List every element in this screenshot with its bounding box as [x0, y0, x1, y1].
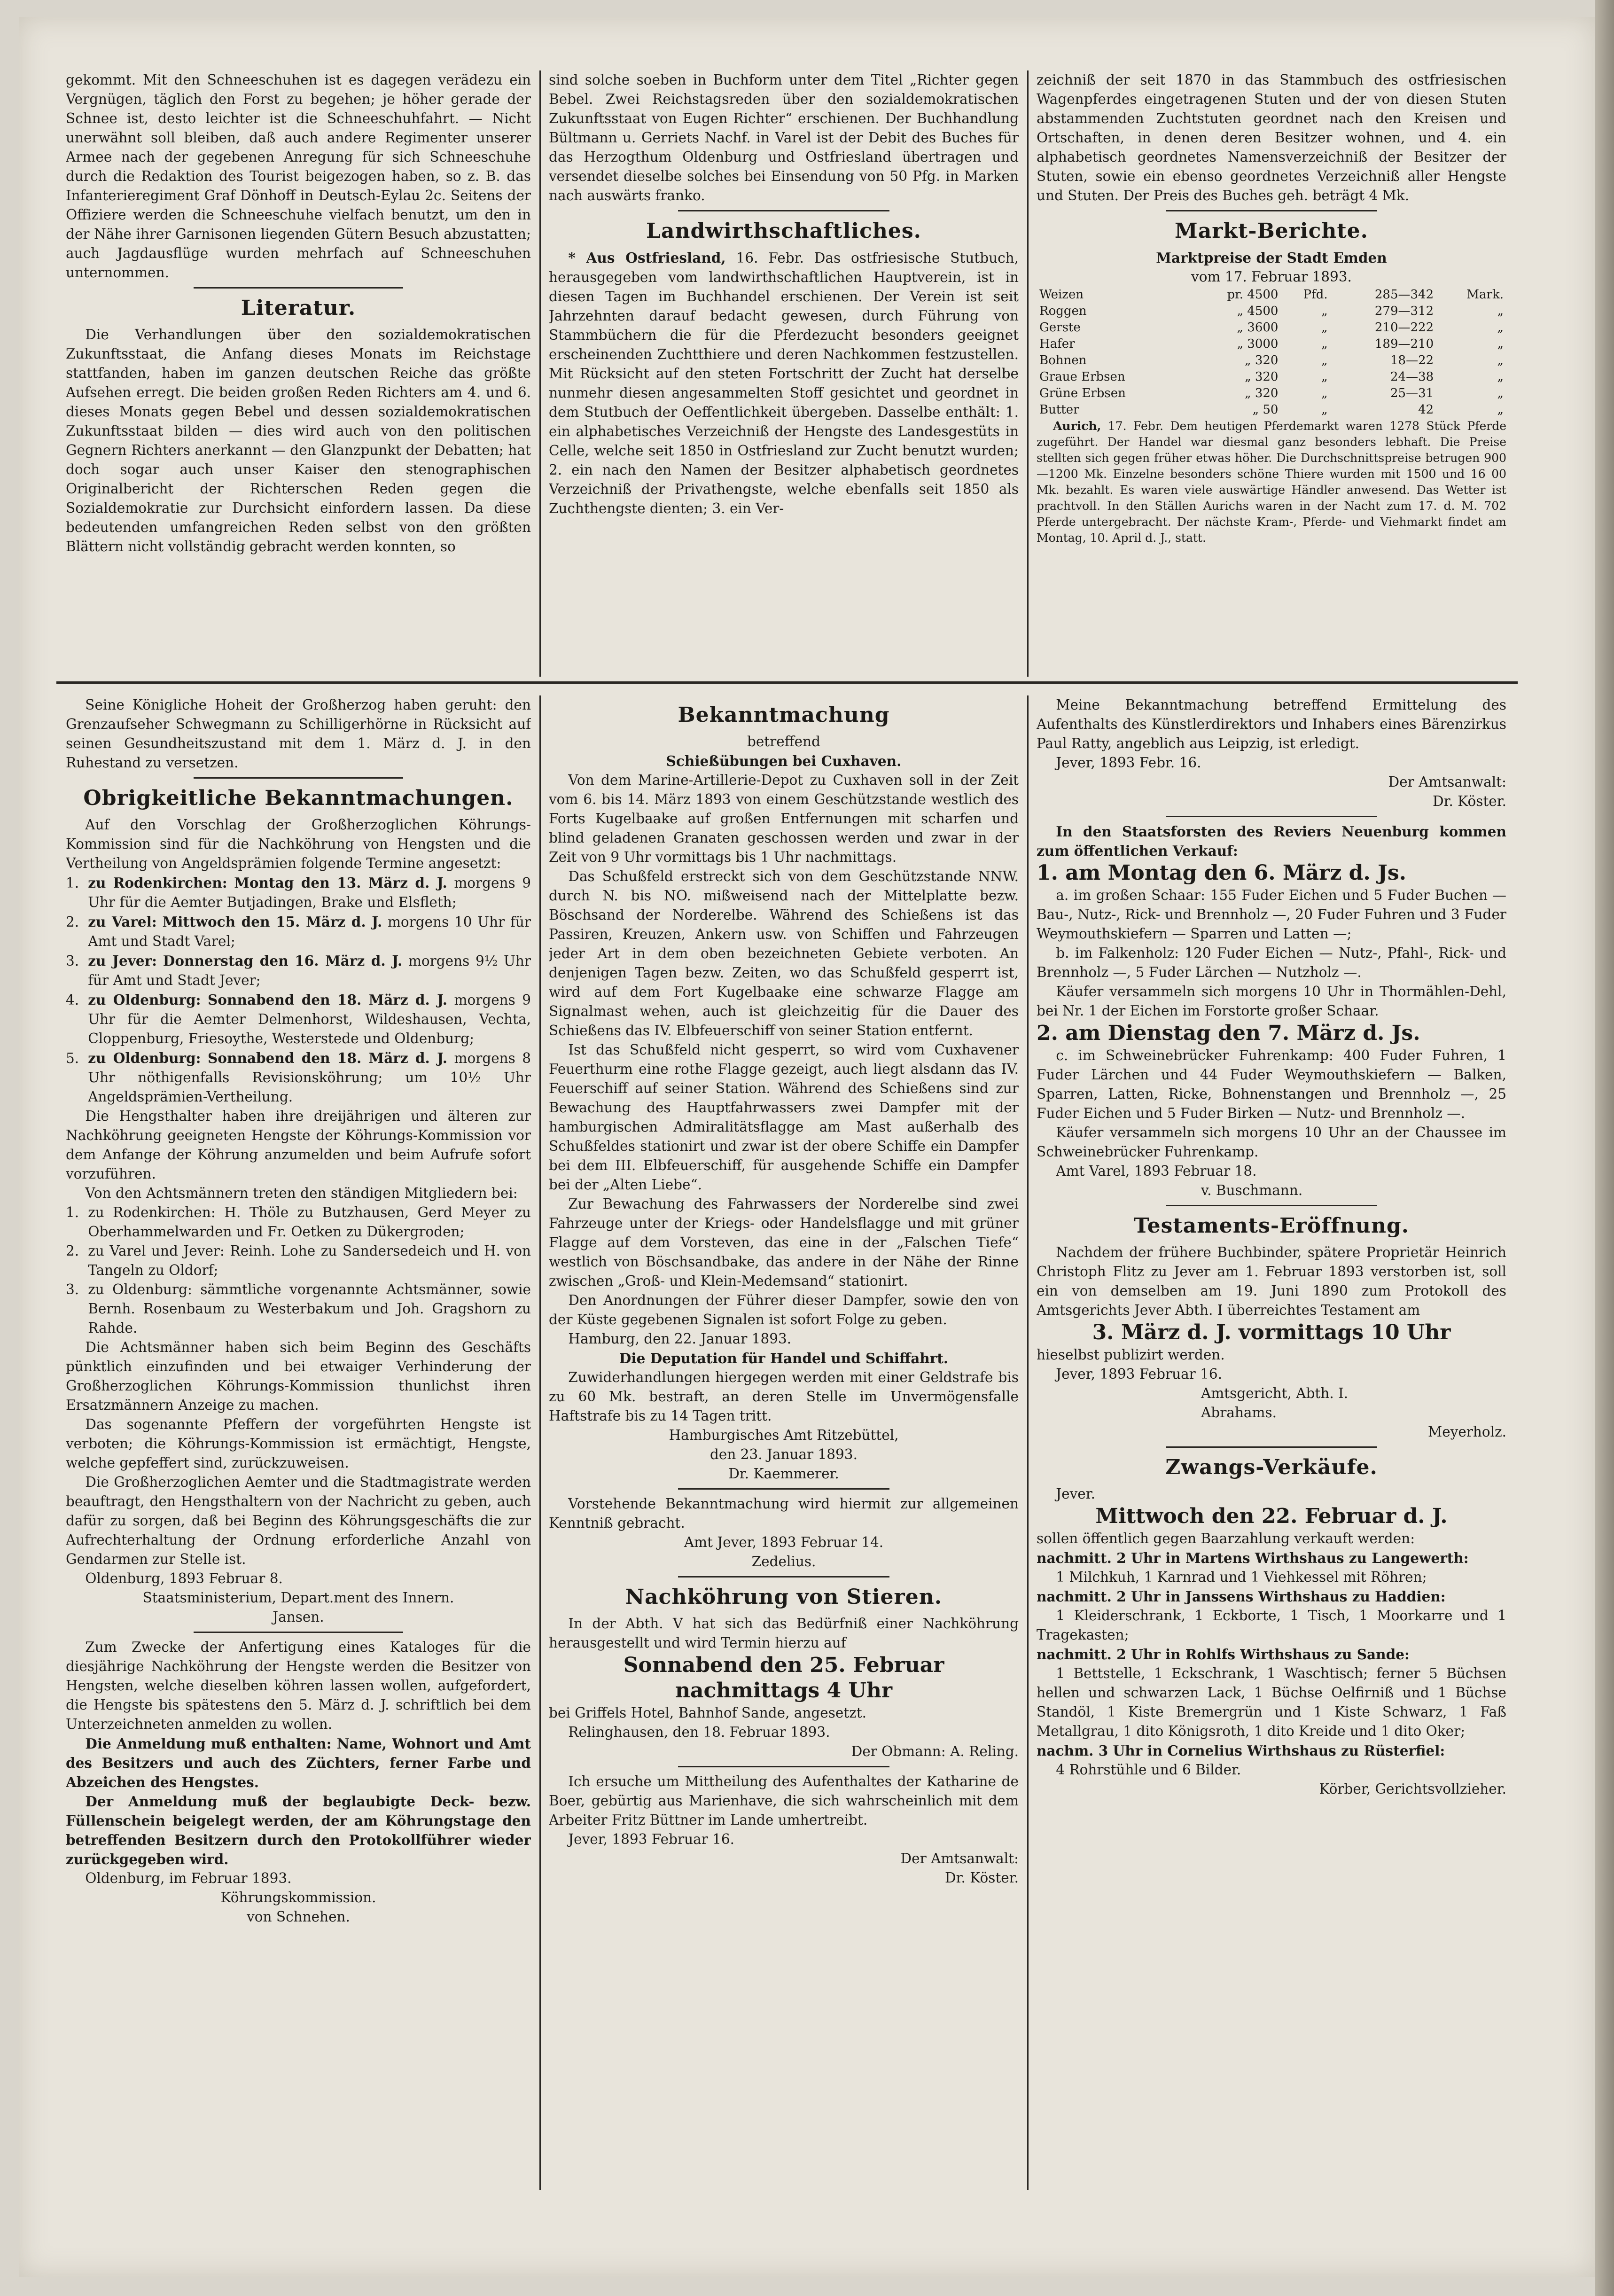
price-cell-unit: Pfd.	[1303, 288, 1328, 302]
forst-heading: In den Staatsforsten des Reviers Neuenburg kommen zum öffentlichen Verkauf:	[1037, 823, 1506, 859]
test-paragraph: Nachdem der frühere Buchbinder, spätere Proprietär Heinrich Christoph Flitz zu Jever am 1. Februar 1893 verstorben ist, soll ein von demselben am 19. Juni 1890 zum Protokoll des Amtsgerichts Jever Abth. I überreichtes Testament am	[1037, 1244, 1506, 1318]
bek-paragraph: Ist das Schußfeld nicht gesperrt, so wird vom Cuxhavener Feuerthurm eine rothe Flagge gezeigt, auch liegt alsdann das IV. Feuerschiff auf seiner Station. Während des Schießens sind zur Bewachung des Hauptfahrwassers zwei Dampfer mit der hamburgischen Admiralitätsflagge am Mast außerhalb des Schußfeldes stationirt und zwar ist der obere Schiffe ein Dampfer bei dem III. Elbfeuerschiff, für ausgehende Schiffe ein Dampfer bei der „Alten Liebe“.	[549, 1042, 1019, 1193]
auction-goods: 1 Kleiderschrank, 1 Eckborte, 1 Tisch, 1 Moorkarre und 1 Tragekasten;	[1037, 1608, 1506, 1643]
signature: Die Deputation für Handel und Schiffahrt.	[619, 1350, 949, 1367]
signature: Körber, Gerichtsvollzieher.	[1319, 1781, 1506, 1797]
divider	[1166, 1205, 1377, 1206]
termin-n: 1.	[66, 875, 79, 891]
price-cell-name: Grüne Erbsen	[1039, 386, 1126, 400]
page-edge	[1595, 0, 1614, 2296]
top-column-2	[549, 70, 1019, 679]
price-cell-price: 279—312	[1374, 304, 1434, 318]
auction-time: nachmitt. 2 Uhr in Martens Wirthshaus zu Langewerth:	[1037, 1550, 1469, 1566]
termin-n: 4.	[66, 992, 79, 1008]
place-date: Oldenburg, im Februar 1893.	[85, 1870, 292, 1886]
signature: Dr. Köster.	[945, 1870, 1019, 1886]
place-date: Amt Varel, 1893 Februar 18.	[1056, 1163, 1257, 1179]
auction-time: nachmitt. 2 Uhr in Janssens Wirthshaus zu Haddien:	[1037, 1588, 1446, 1605]
meine-paragraph: Meine Bekanntmachung betreffend Ermittelung des Aufenthalts des Künstlerdirektors und Inhabers eines Bärenzirkus Paul Ratty, angeblich aus Leipzig, ist erledigt.	[1037, 697, 1506, 751]
subheading: betreffend	[747, 734, 821, 750]
price-cell-cur: „	[1497, 370, 1504, 384]
sale-date: 2. am Dienstag den 7. März d. Js.	[1037, 1021, 1420, 1045]
price-row	[1037, 369, 1506, 385]
price-row	[1037, 336, 1506, 352]
price-row	[1037, 320, 1506, 336]
place-date: Jever, 1893 Febr. 16.	[1056, 755, 1201, 771]
termin-date: Sonnabend den 18. März d. J.	[208, 1050, 448, 1066]
place-date: Relinghausen, den 18. Februar 1893.	[568, 1724, 830, 1740]
price-cell-qty: pr. 4500	[1227, 288, 1279, 302]
signature: Jansen.	[273, 1609, 324, 1625]
column-rule	[1027, 70, 1029, 677]
column-rule	[539, 695, 541, 2190]
auction-goods: 1 Bettstelle, 1 Eckschrank, 1 Waschtisch; ferner 5 Büchsen hellen und schwarzen Lack, 1 Büchse Oelfirniß und 1 Büchse Standöl, 1 Kiste Bremergrün und 1 Kiste Schwarz, 1 Faß Metallgrau, 1 dito Königsroth, 1 dito Kreide und 1 dito Oker;	[1037, 1665, 1506, 1739]
termin-date: Montag den 13. März d. J.	[234, 875, 447, 891]
price-row	[1037, 385, 1506, 402]
market-date: vom 17. Februar 1893.	[1191, 269, 1352, 285]
column-rule	[1027, 695, 1029, 2190]
price-cell-price: 25—31	[1390, 386, 1434, 400]
katalog-paragraph: Der Anmeldung muß der beglaubigte Deck- bezw. Füllenschein beigelegt werden, der am Köhrungstage den betreffenden Besitzern durch den Protokollführer wieder zurückgegeben wird.	[66, 1793, 531, 1867]
top-column-1	[66, 70, 531, 679]
price-cell-qty: „ 320	[1245, 370, 1279, 384]
signature: Der Amtsanwalt:	[900, 1851, 1019, 1866]
vorst-paragraph: Vorstehende Bekanntmachung wird hiermit zur allgemeinen Kenntniß gebracht.	[549, 1496, 1019, 1531]
auction-time: nachmitt. 2 Uhr in Rohlfs Wirthshaus zu Sande:	[1037, 1646, 1410, 1663]
termin-rest: morgens 9 Uhr für die Aemter Butjadingen, Brake und Elsfleth;	[88, 875, 531, 910]
signature: Amt Jever, 1893 Februar 14.	[684, 1534, 884, 1550]
achtsmaenner-list	[66, 1203, 531, 1338]
top-column-3	[1037, 70, 1506, 679]
achtsmann-item	[66, 1203, 531, 1242]
divider	[1166, 816, 1377, 817]
signature: Hamburgisches Amt Ritzebüttel,	[669, 1427, 899, 1443]
termin-item	[66, 951, 531, 990]
divider	[678, 1488, 889, 1490]
signature: Amtsgericht, Abth. I.	[1201, 1385, 1349, 1401]
termin-item	[66, 873, 531, 912]
achtsmann-n: 1.	[66, 1204, 79, 1220]
price-cell-name: Roggen	[1039, 304, 1087, 318]
column-rule	[539, 70, 541, 677]
literatur-text: Die Verhandlungen über den sozialdemokratischen Zukunftsstaat, die Anfang dieses Monats im Reichstage stattfanden, haben im ganzen deutschen Reiche das größte Aufsehen erregt. Die beiden großen Reden Richters am 4. und 6. dieses Monats gegen Bebel und dessen sozialdemokratischen Zukunftsstaat bilden — dies wird auch von den politischen Gegnern Richters anerkannt — den Glanzpunkt der Debatten; hat doch sogar auch unser Kaiser den stenographischen Originalbericht der Richterschen Reden gegen die Sozialdemokratie zur Durchsicht einfordern lassen. Da diese bedeutenden umfangreichen Reden selbst von den größten Blättern nicht vollständig gebracht werden konnten, so	[66, 327, 531, 554]
obrig-paragraph: Das sogenannte Pfeffern der vorgeführten Hengste ist verboten; die Köhrungs-Kommission ist ermächtigt, Hengste, welche gepfeffert sind, zurückzuweisen.	[66, 1416, 531, 1471]
price-cell-cur: „	[1497, 304, 1504, 318]
section-heading-zwangsverkaeufe: Zwangs-Verkäufe.	[1165, 1455, 1378, 1479]
price-cell-price: 189—210	[1374, 337, 1434, 351]
termin-date: Sonnabend den 18. März d. J.	[208, 992, 448, 1008]
bottom-column-2	[549, 695, 1019, 2199]
achtsmann-text: zu Rodenkirchen: H. Thöle zu Butzhausen, Gerd Meyer zu Oberhammelwarden und Fr. Oetken zu Dükergroden;	[88, 1204, 531, 1240]
article-continuation: gekommt. Mit den Schneeschuhen ist es dagegen verädezu ein Vergnügen, täglich den Forst zu begehen; je höher gerade der Schnee ist, desto leichter ist die Schneeschuhfahrt. — Nicht unerwähnt soll bleiben, daß auch andere Regimenter unserer Armee nach der gegebenen Anregung für sich Schneeschuhe durch die Redaktion des Tourist beigezogen haben, so z. B. das Infanterieregiment Graf Dönhoff in Deutsch-Eylau 2c. Seitens der Offiziere werden die Schneeschuhe vielfach benutzt, um den in der Nähe ihrer Garnisonen liegenden Gütern Besuch abzustatten; auch Jagdausflüge wurden mehrfach auf Schneeschuhen unternommen.	[66, 72, 531, 281]
section-heading-obrigkeitlich: Obrigkeitliche Bekanntmachungen.	[83, 786, 514, 810]
price-cell-name: Hafer	[1039, 337, 1075, 351]
forst-paragraph: Käufer versammeln sich morgens 10 Uhr an der Chaussee im Schweinebrücker Fuhrenkamp.	[1037, 1125, 1506, 1160]
price-row	[1037, 352, 1506, 369]
price-cell-cur: Mark.	[1466, 288, 1504, 302]
price-cell-unit: „	[1321, 370, 1328, 384]
dateline: Aurich,	[1053, 419, 1101, 433]
signature: den 23. Januar 1893.	[710, 1446, 858, 1462]
divider	[1166, 1446, 1377, 1448]
price-cell-qty: „ 320	[1245, 386, 1279, 400]
bek-paragraph: Das Schußfeld erstreckt sich von dem Geschützstande NNW. durch N. bis NO. mißweisend nach der Mittelplatte bezw. Böschsand der Norderelbe. Während des Schießens ist das Passiren, Kreuzen, Ankern usw. von Schiffen und Fahrzeugen jeder Art in dem oben bezeichneten Gebiete verboten. An denjenigen Tagen bezw. Zeiten, wo das Schußfeld gesperrt ist, wird auf dem Fort Kugelbaake eine schwarze Flagge am Signalmast wehen, auch ist gleichzeitig für die Dauer des Schießens das IV. Elbfeuerschiff von seiner Station entfernt.	[549, 868, 1019, 1039]
termin-rest: morgens 8 Uhr nöthigenfalls Revisionsköhrung; um 10½ Uhr Angeldsprämien-Vertheilung.	[88, 1050, 531, 1105]
nach-paragraph: In der Abth. V hat sich das Bedürfniß einer Nachköhrung herausgestellt und wird Termin hierzu auf	[549, 1616, 1019, 1651]
price-cell-unit: „	[1321, 337, 1328, 351]
obrig-paragraph: Von den Achtsmännern treten den ständigen Mitgliedern bei:	[85, 1185, 518, 1201]
section-heading-bekanntmachung: Bekanntmachung	[678, 703, 890, 727]
bek-paragraph: Von dem Marine-Artillerie-Depot zu Cuxhaven soll in der Zeit vom 6. bis 14. März 1893 von einem Geschützstande westlich des Forts Kugelbaake auf großen Entfernungen mit scharfen und blind geladenen Granaten geschossen werden und zwar in der Zeit von 9 Uhr vormittags bis 1 Uhr nachmittags.	[549, 772, 1019, 865]
signature: Dr. Kaemmerer.	[728, 1466, 839, 1482]
forst-item: b. im Falkenholz: 120 Fuder Eichen — Nutz-, Pfahl-, Rick- und Brennholz —, 5 Fuder Lärchen — Nutzholz —.	[1037, 945, 1506, 980]
price-cell-price: 24—38	[1390, 370, 1434, 384]
price-row	[1037, 287, 1506, 303]
divider	[678, 1766, 889, 1767]
section-heading-markt: Markt-Berichte.	[1175, 219, 1368, 243]
termin-n: 3.	[66, 953, 79, 969]
achtsmann-item	[66, 1280, 531, 1338]
place-date: Jever, 1893 Februar 16.	[568, 1831, 735, 1847]
auction-goods: 4 Rohrstühle und 6 Bilder.	[1056, 1762, 1241, 1778]
signature: Der Obmann: A. Reling.	[851, 1743, 1019, 1759]
obrig-intro: Auf den Vorschlag der Großherzoglichen Köhrungs-Kommission sind für die Nachköhrung von Hengsten und die Vertheilung von Angeldsprämien folgende Termine angesetzt:	[66, 817, 531, 871]
place-date: Hamburg, den 22. Januar 1893.	[568, 1331, 792, 1347]
landw-text: 16. Febr. Das ostfriesische Stutbuch, herausgegeben vom landwirthschaftlichen Hauptverein, ist in diesen Tagen im Buchhandel erschienen. Der Verein ist seit Jahrzehnten darauf bedacht gewesen, durch Führung von Stammbüchern die für die Pferdezucht besonders geeignet erscheinenden Zuchtthiere und deren Nachkommen festzustellen. Mit Rücksicht auf den steten Fortschritt der Zucht hat derselbe nunmehr diesen angesammelten Stoff gesichtet und geordnet in dem Stutbuch der Oeffentlichkeit übergeben. Dasselbe enthält: 1. ein alphabetisches Verzeichniß der Hengste des Landesgestüts in Celle, welche seit 1850 in Ostfriesland zur Zucht benutzt wurden; 2. ein nach den Namen der Besitzer alphabetisch geordnetes Verzeichniß der Privathengste, welche ebenfalls seit 1850 als Zuchthengste dienten; 3. ein Ver-	[549, 250, 1019, 516]
price-cell-cur: „	[1497, 337, 1504, 351]
place-date: Jever, 1893 Februar 16.	[1056, 1366, 1223, 1382]
price-cell-name: Weizen	[1039, 288, 1084, 302]
price-row	[1037, 303, 1506, 320]
obrig-paragraph: Die Großherzoglichen Aemter und die Stadtmagistrate werden beauftragt, den Hengsthaltern von der Nachricht zu geben, auch dafür zu sorgen, daß bei Beginn des Köhrungsgeschäfts die zur Aufrechterhaltung der Ordnung erforderliche Anzahl von Gendarmen zur Stelle ist.	[66, 1474, 531, 1567]
sale-date: 1. am Montag den 6. März d. Js.	[1037, 861, 1406, 885]
termin-item	[66, 912, 531, 951]
event-location: bei Griffels Hotel, Bahnhof Sande, angesetzt.	[549, 1705, 866, 1721]
price-cell-qty: „ 50	[1252, 403, 1279, 417]
section-heading-literatur: Literatur.	[241, 296, 356, 320]
divider	[194, 777, 403, 779]
horizontal-rule	[56, 681, 1518, 684]
price-cell-name: Bohnen	[1039, 353, 1087, 367]
price-cell-unit: „	[1321, 403, 1328, 417]
termin-place: zu Jever:	[88, 953, 157, 969]
divider	[194, 1632, 403, 1633]
event-date: Sonnabend den 25. Februar	[623, 1653, 944, 1677]
event-date: 3. März d. J. vormittags 10 Uhr	[1092, 1320, 1451, 1344]
bottom-column-3	[1037, 695, 1506, 2199]
section-heading-testament: Testaments-Eröffnung.	[1133, 1214, 1410, 1238]
bek-paragraph: Zuwiderhandlungen hiergegen werden mit einer Geldstrafe bis zu 60 Mk. bestraft, an deren Stelle im Unvermögensfalle Haftstrafe bis zu 14 Tagen tritt.	[549, 1369, 1019, 1424]
price-cell-name: Graue Erbsen	[1039, 370, 1125, 384]
price-cell-name: Gerste	[1039, 320, 1081, 335]
divider	[678, 1576, 889, 1578]
auction-list	[1037, 1548, 1506, 1780]
termin-n: 2.	[66, 914, 79, 930]
price-cell-cur: „	[1497, 353, 1504, 367]
auction-time: nachm. 3 Uhr in Cornelius Wirthshaus zu Rüsterfiel:	[1037, 1742, 1445, 1759]
signature: Dr. Köster.	[1433, 793, 1506, 809]
price-cell-unit: „	[1321, 320, 1328, 335]
divider	[678, 210, 889, 211]
subheading: Schießübungen bei Cuxhaven.	[666, 753, 902, 769]
termin-place: zu Varel:	[88, 914, 157, 930]
price-cell-unit: „	[1321, 304, 1328, 318]
price-cell-qty: „ 3000	[1237, 337, 1279, 351]
termin-rest: morgens 9½ Uhr für Amt und Stadt Jever;	[88, 953, 531, 988]
test-paragraph: hieselbst publizirt werden.	[1037, 1347, 1225, 1363]
katalog-paragraph: Zum Zwecke der Anfertigung eines Kataloges für die diesjährige Nachköhrung der Hengste werden die Besitzer von Hengsten, welche dieselben köhren lassen wollen, aufgefordert, die Hengste bis spätestens den 5. März d. J. schriftlich bei dem Unterzeichneten anmelden zu wollen.	[66, 1639, 531, 1732]
termin-place: zu Rodenkirchen:	[88, 875, 227, 891]
signature: Zedelius.	[751, 1554, 816, 1570]
article-continuation: sind solche soeben in Buchform unter dem Titel „Richter gegen Bebel. Zwei Reichstagsreden über den sozialdemokratischen Zukunftsstaat von Eugen Richter“ erschienen. Der Buchhandlung Bültmann u. Gerriets Nachf. in Varel ist der Debit des Buches für das Herzogthum Oldenburg und Ostfriesland übertragen und versendet dieselbe solches bei Einsendung von 50 Pfg. in Marken nach auswärts franko.	[549, 72, 1019, 203]
signature: Meyerholz.	[1427, 1424, 1506, 1440]
termin-date: Donnerstag den 16. März d. J.	[163, 953, 403, 969]
bek-paragraph: Den Anordnungen der Führer dieser Dampfer, sowie den von der Küste gegebenen Signalen ist sofort Folge zu geben.	[549, 1292, 1019, 1328]
event-time: nachmittags 4 Uhr	[675, 1679, 893, 1702]
forst-item: a. im großen Schaar: 155 Fuder Eichen und 5 Fuder Buchen — Bau-, Nutz-, Rick- und Brennholz —, 20 Fuder Fuhren und 3 Fuder Weymouthskiefern — Sparren und Latten —;	[1037, 887, 1506, 942]
termin-item	[66, 1048, 531, 1107]
termin-place: zu Oldenburg:	[88, 992, 201, 1008]
price-table	[1037, 287, 1506, 418]
achtsmann-n: 3.	[66, 1281, 79, 1297]
bottom-column-1	[66, 695, 531, 2199]
price-cell-qty: „ 320	[1245, 353, 1279, 367]
ersuch-paragraph: Ich ersuche um Mittheilung des Aufenthaltes der Katharine de Boer, gebürtig aus Marienhave, die sich wahrscheinlich mit dem Arbeiter Fritz Büttner im Lande umhertreibt.	[549, 1773, 1019, 1828]
price-cell-price: 18—22	[1390, 353, 1434, 367]
price-cell-name: Butter	[1039, 403, 1079, 417]
katalog-paragraph: Die Anmeldung muß enthalten: Name, Wohnort und Amt des Besitzers und auch des Züchters, ferner Farbe und Abzeichen des Hengstes.	[66, 1735, 531, 1790]
termin-item	[66, 990, 531, 1048]
termin-date: Mittwoch den 15. März d. J.	[162, 914, 382, 930]
price-cell-price: 210—222	[1374, 320, 1434, 335]
price-cell-cur: „	[1497, 320, 1504, 335]
price-cell-unit: „	[1321, 386, 1328, 400]
dateline: * Aus Ostfriesland,	[568, 250, 726, 266]
achtsmann-text: zu Varel und Jever: Reinh. Lohe zu Sandersedeich und H. von Tangeln zu Oldorf;	[88, 1243, 531, 1278]
price-cell-price: 285—342	[1374, 288, 1434, 302]
section-heading-landwirthschaftliches: Landwirthschaftliches.	[646, 219, 921, 243]
termin-n: 5.	[66, 1050, 79, 1066]
termin-rest: morgens 9 Uhr für die Aemter Delmenhorst, Wildeshausen, Vechta, Cloppenburg, Friesoythe, Westerstede und Oldenburg;	[88, 992, 531, 1046]
termin-place: zu Oldenburg:	[88, 1050, 201, 1066]
achtsmann-n: 2.	[66, 1243, 79, 1259]
price-cell-qty: „ 3600	[1237, 320, 1279, 335]
sale-date: Mittwoch den 22. Februar d. J.	[1095, 1504, 1448, 1528]
obrig-paragraph: Die Hengsthalter haben ihre dreijährigen und älteren zur Nachköhrung geeigneten Hengste der Köhrungs-Kommission vor dem Anfange der Köhrung anzumelden und beim Aufrufe sofort vorzuführen.	[66, 1108, 531, 1182]
divider	[1166, 210, 1377, 211]
signature: Köhrungskommission.	[220, 1890, 376, 1906]
signature: Der Amtsanwalt:	[1388, 774, 1506, 790]
divider	[194, 287, 403, 289]
achtsmann-item	[66, 1242, 531, 1280]
signature: Abrahams.	[1201, 1405, 1277, 1421]
price-cell-unit: „	[1321, 353, 1328, 367]
termine-list	[66, 873, 531, 1107]
place-date: Oldenburg, 1893 Februar 8.	[85, 1570, 283, 1586]
article-continuation: zeichniß der seit 1870 in das Stammbuch des ostfriesischen Wagenpferdes eingetragenen Stuten und der von diesen Stuten abstammenden Zuchtstuten geordnet nach den Kreisen und Ortschaften, in denen deren Besitzer wohnen, und 4. ein alphabetisch geordnetes Namensverzeichniß der Besitzer der Stuten, sowie ein ebenso geordnetes Verzeichniß aller Hengste und Stuten. Der Preis des Buches geh. beträgt 4 Mk.	[1037, 72, 1506, 203]
forst-item: c. im Schweinebrücker Fuhrenkamp: 400 Fuder Fuhren, 1 Fuder Lärchen und 44 Fuder Weymouthskiefern — Balken, Sparren, Latten, Ricke, Bohnenstangen und Brennholz —, 25 Fuder Eichen und 5 Fuder Birken — Nutz- und Brennholz —.	[1037, 1047, 1506, 1121]
auction-goods: 1 Milchkuh, 1 Karnrad und 1 Viehkessel mit Röhren;	[1056, 1569, 1427, 1585]
signature: Staatsministerium, Depart.ment des Innern.	[142, 1590, 454, 1606]
obrig-paragraph: Die Achtsmänner haben sich beim Beginn des Geschäfts pünktlich einzufinden und bei etwaiger Verhinderung der Großherzoglichen Köhrungs-Kommission thunlichst ihren Ersatzmännern Anzeige zu machen.	[66, 1339, 531, 1413]
bek-paragraph: Zur Bewachung des Fahrwassers der Norderelbe sind zwei Fahrzeuge unter der Kriegs- oder Handelsflagge und mit grüner Flagge auf dem Vorsteven, das eine in der „Falschen Tiefe“ westlich von Böschsandbake, das andere in der Nähe der Rinne zwischen „Groß- und Klein-Medemsand“ stationirt.	[549, 1196, 1019, 1289]
zw-intro: sollen öffentlich gegen Baarzahlung verkauft werden:	[1037, 1531, 1415, 1546]
achtsmann-text: zu Oldenburg: sämmtliche vorgenannte Achtsmänner, sowie Bernh. Rosenbaum zu Westerbakum und Joh. Gragshorn zu Rahde.	[88, 1281, 531, 1336]
section-heading-nachkoehrung: Nachköhrung von Stieren.	[625, 1585, 943, 1609]
price-row	[1037, 402, 1506, 418]
aurich-text: 17. Febr. Dem heutigen Pferdemarkt waren 1278 Stück Pferde zugeführt. Der Handel war diesmal ganz besonders lebhaft. Die Preise stellten sich gegen früher etwas höher. Die Durchschnittspreise betrugen 900—1200 Mk. Einzelne besonders schöne Thiere wurden mit 1500 und 16 00 Mk. bezahlt. Es waren viele auswärtige Händler anwesend. Das Wetter ist prachtvoll. In den Ställen Aurichs waren in der Nacht zum 17. d. M. 702 Pferde untergebracht. Der nächste Kram-, Pferde- und Viehmarkt findet am Montag, 10. April d. J., statt.	[1037, 419, 1506, 545]
signature: von Schnehen.	[247, 1909, 350, 1925]
price-cell-price: 42	[1418, 403, 1434, 417]
price-cell-qty: „ 4500	[1237, 304, 1279, 318]
forst-paragraph: Käufer versammeln sich morgens 10 Uhr in Thormählen-Dehl, bei Nr. 1 der Eichen im Forstorte großer Schaar.	[1037, 984, 1506, 1019]
grossherzog-notice: Seine Königliche Hoheit der Großherzog haben geruht: den Grenzaufseher Schwegmann zu Schilligerhörne in Rücksicht auf seinen Gesundheitszustand mit dem 1. März d. J. in den Ruhestand zu versetzen.	[66, 697, 531, 771]
price-cell-cur: „	[1497, 386, 1504, 400]
termin-rest: morgens 10 Uhr für Amt und Stadt Varel;	[88, 914, 531, 949]
signature: v. Buschmann.	[1201, 1182, 1303, 1198]
market-subheading: Marktpreise der Stadt Emden	[1156, 250, 1387, 266]
place: Jever.	[1056, 1486, 1095, 1502]
price-cell-cur: „	[1497, 403, 1504, 417]
